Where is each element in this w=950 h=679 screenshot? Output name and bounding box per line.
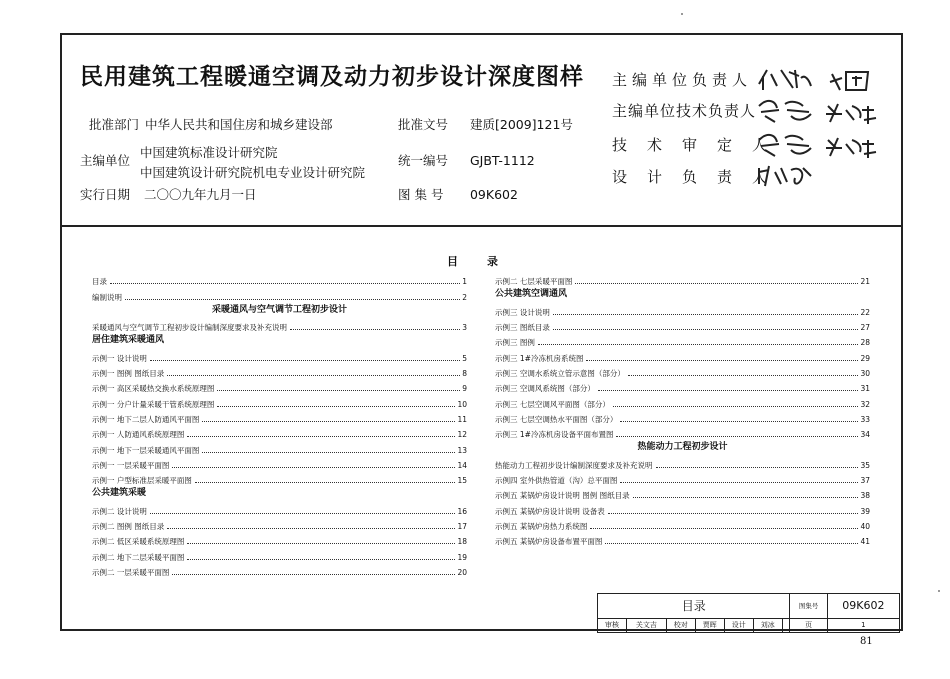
toc-leader-dots [613, 405, 859, 407]
toc-entry-title: 示例一 分户计量采暖干管系统原理图 [92, 399, 215, 409]
toc-section-heading: 热能动力工程初步设计 [637, 442, 728, 453]
toc-entry [92, 425, 467, 440]
toc-entry-title: 示例三 图例 [495, 338, 535, 348]
toc-entry-title: 示例一 地下二层人防通风平面图 [92, 414, 200, 424]
handwritten-signature [755, 162, 813, 188]
toc-leader-dots [586, 359, 858, 361]
signature-role-3: 技术审定人 [612, 136, 788, 154]
handwritten-signature [828, 66, 872, 94]
toc-entry-title: 示例二 低区采暖系统原理图 [92, 537, 185, 547]
toc-entry [92, 394, 467, 409]
toc-leader-dots [598, 389, 859, 391]
toc-entry [92, 287, 467, 302]
title-block [597, 593, 900, 633]
atlas-no-label: 图 集 号 [398, 187, 444, 202]
approval-dept-row [89, 115, 333, 133]
toc-heading-left: 目 [447, 255, 458, 268]
toc-entry-title: 示例四 室外供热管道（沟）总平面图 [495, 476, 618, 486]
toc-entry-page: 33 [860, 414, 870, 424]
toc-leader-dots [553, 328, 859, 330]
toc-entry-title: 示例五 某锅炉房设计说明 设备表 [495, 506, 605, 516]
checker: 贾晖 [695, 618, 724, 632]
toc-entry-page: 27 [860, 323, 870, 333]
toc-leader-dots [217, 389, 460, 391]
toc-entry-title: 热能动力工程初步设计编制深度要求及补充说明 [495, 460, 653, 470]
toc-heading-right: 录 [487, 255, 498, 268]
toc-entry-page: 11 [457, 414, 467, 424]
toc-entry-title: 示例二 设计说明 [92, 506, 147, 516]
toc-entry-title: 示例三 设计说明 [495, 307, 550, 317]
document-title: 民用建筑工程暖通空调及动力初步设计深度图样 [80, 64, 584, 90]
toc-entry-page: 39 [860, 506, 870, 516]
unified-no-row [398, 151, 535, 169]
toc-entry-title: 示例五 某锅炉房设备布置平面图 [495, 537, 603, 547]
toc-entry-title: 示例三 1#冷冻机房系统图 [495, 353, 584, 363]
toc-entry-page: 30 [860, 369, 870, 379]
toc-entry-page: 13 [457, 445, 467, 455]
toc-entry-title: 示例三 七层空调热水平面图（部分） [495, 414, 618, 424]
toc-leader-dots [620, 420, 858, 422]
toc-leader-dots [150, 512, 456, 514]
toc-entry [92, 547, 467, 562]
toc-entry [495, 379, 870, 394]
toc-right-column [495, 272, 870, 547]
title-block-atlas-no: 09K602 [827, 594, 899, 619]
effective-date-label: 实行日期 [80, 187, 131, 202]
toc-entry [92, 410, 467, 425]
toc-leader-dots [167, 374, 460, 376]
toc-entry-page: 31 [860, 384, 870, 394]
toc-entry [92, 517, 467, 532]
toc-entry-page: 5 [462, 353, 467, 363]
toc-entry [495, 501, 870, 516]
toc-entry [92, 532, 467, 547]
toc-entry-page: 28 [860, 338, 870, 348]
toc-entry-page: 29 [860, 353, 870, 363]
toc-entry-page: 12 [457, 430, 467, 440]
toc-section-heading: 公共建筑采暖 [92, 488, 147, 499]
design-label: 设计 [724, 618, 753, 632]
toc-entry-page: 10 [457, 399, 467, 409]
atlas-no: 09K602 [469, 187, 518, 202]
approval-dept: 中华人民共和国住房和城乡建设部 [144, 117, 333, 132]
toc-entry-title: 示例二 一层采暖平面图 [92, 567, 170, 577]
toc-entry-title: 采暖通风与空气调节工程初步设计编制深度要求及补充说明 [92, 323, 287, 333]
toc-entry [495, 364, 870, 379]
toc-leader-dots [195, 481, 456, 483]
signature-role-4: 设计负责人 [612, 168, 788, 186]
toc-leader-dots [628, 374, 859, 376]
toc-entry [495, 486, 870, 501]
toc-entry [495, 425, 870, 440]
toc-entry-page: 41 [860, 537, 870, 547]
signature-cell [782, 618, 790, 632]
toc-entry-title: 示例一 图例 图纸目录 [92, 369, 165, 379]
toc-leader-dots [172, 573, 455, 575]
toc-entry-title: 示例三 空调风系统图（部分） [495, 384, 595, 394]
toc-leader-dots [633, 496, 859, 498]
check-label: 校对 [666, 618, 695, 632]
toc-entry [495, 318, 870, 333]
toc-leader-dots [620, 481, 858, 483]
toc-entry [495, 410, 870, 425]
handwritten-signature [755, 130, 815, 158]
toc-entry-page: 1 [462, 277, 467, 287]
toc-entry-title: 示例一 高区采暖热交换水系统原理图 [92, 384, 215, 394]
editor-unit-1: 中国建筑标准设计研究院 [140, 145, 278, 160]
sheet-page-number: 81 [860, 636, 873, 647]
toc-entry-page: 18 [457, 537, 467, 547]
toc-entry [92, 440, 467, 455]
toc-leader-dots [553, 313, 859, 315]
page-value: 1 [827, 618, 899, 632]
toc-section-heading: 公共建筑空调通风 [495, 289, 568, 300]
toc-entry-page: 17 [457, 522, 467, 532]
toc-leader-dots [290, 328, 460, 330]
toc-entry-page: 38 [860, 491, 870, 501]
toc-leader-dots [202, 420, 455, 422]
signature-role-1: 主编单位负责人 [612, 71, 753, 89]
scan-speck [938, 590, 940, 592]
toc-entry [92, 348, 467, 363]
review-label: 审核 [598, 618, 627, 632]
toc-entry-title: 示例五 某锅炉房热力系统图 [495, 522, 588, 532]
toc-entry [495, 272, 870, 287]
unified-no: GJBT-1112 [469, 153, 535, 168]
toc-leader-dots [656, 466, 859, 468]
toc-entry [92, 456, 467, 471]
toc-entry-page: 21 [860, 277, 870, 287]
toc-entry-page: 9 [462, 384, 467, 394]
scan-speck [681, 13, 683, 15]
title-block-atlas-label: 图集号 [790, 594, 827, 619]
toc-leader-dots [590, 527, 858, 529]
toc-entry [92, 272, 467, 287]
handwritten-signature [755, 96, 815, 124]
toc-section-heading: 采暖通风与空气调节工程初步设计 [211, 304, 347, 315]
toc-leader-dots [217, 405, 455, 407]
toc-leader-dots [187, 435, 455, 437]
signature-role-2: 主编单位技术负责人 [612, 102, 757, 120]
toc-entry [495, 333, 870, 348]
toc-leader-dots [608, 512, 859, 514]
editor-unit-2: 中国建筑设计研究院机电专业设计研究院 [140, 165, 366, 180]
toc-entry [495, 471, 870, 486]
header-divider [60, 225, 903, 227]
effective-date: 二〇〇九年九月一日 [143, 187, 257, 202]
toc-entry [495, 394, 870, 409]
toc-entry-page: 20 [457, 567, 467, 577]
toc-entry-page: 2 [462, 292, 467, 302]
designer: 刘冰 [753, 618, 782, 632]
toc-entry-title: 示例三 1#冷冻机房设备平面布置图 [495, 430, 614, 440]
toc-entry-page: 32 [860, 399, 870, 409]
toc-entry-title: 示例一 设计说明 [92, 353, 147, 363]
unified-no-label: 统一编号 [398, 153, 449, 168]
toc-entry-title: 编制说明 [92, 292, 122, 302]
toc-entry-title: 示例一 地下一层采暖通风平面图 [92, 445, 200, 455]
toc-leader-dots [202, 451, 455, 453]
toc-entry-title: 示例二 七层采暖平面图 [495, 277, 573, 287]
toc-entry-page: 34 [860, 430, 870, 440]
approval-doc: 建质[2009]121号 [469, 117, 573, 132]
toc-entry-page: 15 [457, 476, 467, 486]
toc-entry-page: 3 [462, 323, 467, 333]
toc-entry [495, 348, 870, 363]
toc-entry-title: 示例一 户型标准层采暖平面图 [92, 476, 192, 486]
toc-entry-page: 40 [860, 522, 870, 532]
page-label: 页 [790, 618, 827, 632]
effective-date-row [80, 185, 257, 203]
atlas-no-row [398, 185, 518, 203]
toc-entry-title: 示例五 某锅炉房设计说明 图例 图纸目录 [495, 491, 630, 501]
toc-entry-page: 35 [860, 460, 870, 470]
toc-entry [92, 563, 467, 578]
toc-leader-dots [187, 542, 455, 544]
toc-leader-dots [110, 282, 460, 284]
title-block-name: 目录 [598, 594, 790, 619]
toc-entry [495, 303, 870, 318]
toc-entry-page: 37 [860, 476, 870, 486]
toc-entry-page: 16 [457, 506, 467, 516]
toc-entry-title: 示例一 人防通风系统原理图 [92, 430, 185, 440]
toc-left-column [92, 272, 467, 578]
toc-entry [495, 456, 870, 471]
toc-entry [92, 379, 467, 394]
toc-entry-page: 14 [457, 460, 467, 470]
toc-leader-dots [167, 527, 455, 529]
toc-entry-page: 8 [462, 369, 467, 379]
toc-entry [92, 501, 467, 516]
toc-entry [495, 532, 870, 547]
toc-entry [495, 517, 870, 532]
toc-entry-title: 目录 [92, 277, 107, 287]
toc-entry-title: 示例二 地下二层采暖平面图 [92, 552, 185, 562]
approval-doc-label: 批准文号 [398, 117, 449, 132]
editor-unit-label: 主编单位 [80, 153, 131, 168]
toc-leader-dots [172, 466, 455, 468]
reviewer: 关文吉 [627, 618, 667, 632]
toc-leader-dots [575, 282, 858, 284]
approval-dept-label: 批准部门 [89, 117, 140, 132]
toc-leader-dots [538, 343, 859, 345]
handwritten-signature [824, 100, 878, 126]
toc-entry-page: 22 [860, 307, 870, 317]
toc-section-heading: 居住建筑采暖通风 [92, 335, 165, 346]
handwritten-signature [824, 134, 878, 160]
toc-entry-title: 示例三 空调水系统立管示意图（部分） [495, 369, 625, 379]
toc-entry [92, 318, 467, 333]
toc-leader-dots [187, 558, 455, 560]
toc-entry-title: 示例三 图纸目录 [495, 323, 550, 333]
handwritten-signature [755, 66, 815, 92]
toc-entry-title: 示例一 一层采暖平面图 [92, 460, 170, 470]
toc-entry-page: 19 [457, 552, 467, 562]
toc-entry-title: 示例三 七层空调风平面图（部分） [495, 399, 610, 409]
toc-entry [92, 471, 467, 486]
toc-leader-dots [150, 359, 460, 361]
approval-doc-row [398, 115, 573, 133]
toc-leader-dots [125, 298, 460, 300]
toc-entry [92, 364, 467, 379]
toc-entry-title: 示例二 图例 图纸目录 [92, 522, 165, 532]
toc-leader-dots [605, 542, 858, 544]
toc-leader-dots [616, 435, 858, 437]
